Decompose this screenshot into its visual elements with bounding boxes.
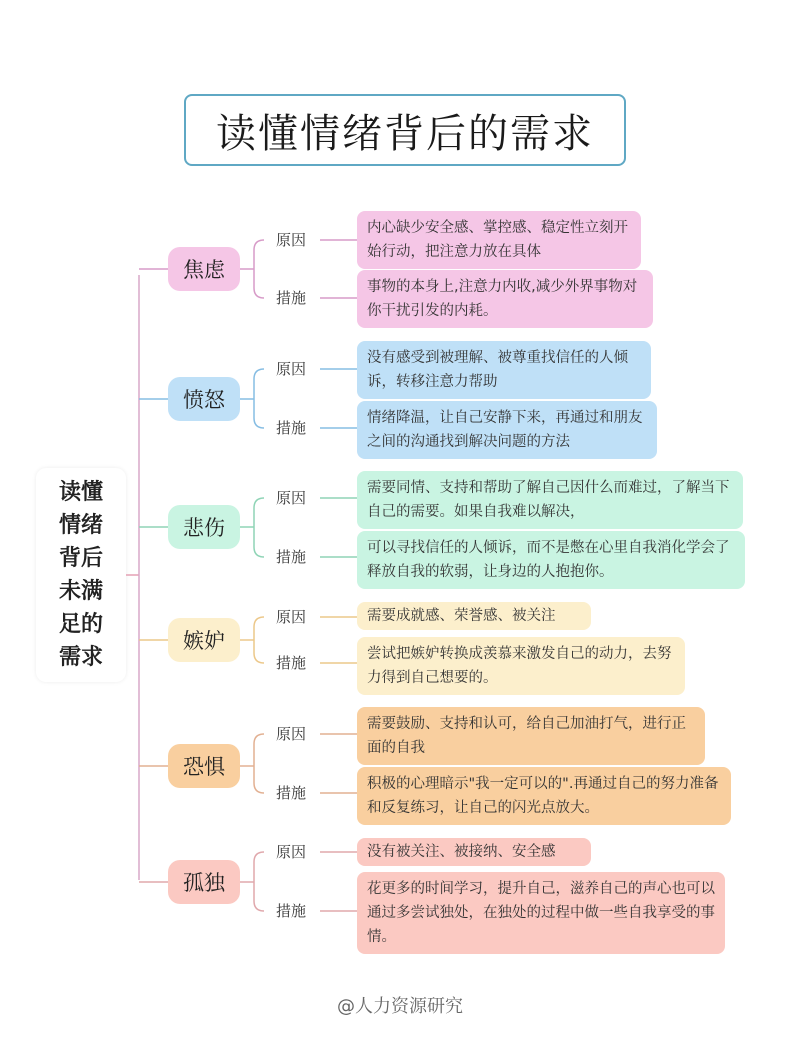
cause-text: 需要鼓励、支持和认可，给自己加油打气，进行正面的自我 xyxy=(357,707,705,765)
measure-label: 措施 xyxy=(276,784,307,802)
emotion-node-fear: 恐惧 xyxy=(168,744,240,788)
emotion-node-anxiety: 焦虑 xyxy=(168,247,240,291)
cause-label: 原因 xyxy=(276,608,307,626)
root-line: 背后 xyxy=(58,546,103,571)
cause-text: 需要同情、支持和帮助了解自己因什么而难过，了解当下自己的需要。如果自我难以解决， xyxy=(357,471,743,529)
root-line: 未满 xyxy=(58,579,103,604)
cause-label: 原因 xyxy=(276,489,307,507)
cause-text: 没有被关注、被接纳、安全感 xyxy=(357,838,591,866)
cause-text: 没有感受到被理解、被尊重找信任的人倾诉，转移注意力帮助 xyxy=(357,341,651,399)
measure-label: 措施 xyxy=(276,654,307,672)
page-title: 读懂情绪背后的需求 xyxy=(184,94,626,166)
cause-label: 原因 xyxy=(276,360,307,378)
measure-text: 尝试把嫉妒转换成羡慕来激发自己的动力，去努力得到自己想要的。 xyxy=(357,637,685,695)
root-line: 情绪 xyxy=(58,513,103,538)
measure-label: 措施 xyxy=(276,289,307,307)
measure-text: 积极的心理暗示"我一定可以的".再通过自己的努力准备和反复练习，让自己的闪光点放大。 xyxy=(357,767,731,825)
cause-label: 原因 xyxy=(276,231,307,249)
root-line: 足的 xyxy=(58,612,103,637)
measure-text: 可以寻找信任的人倾诉，而不是憋在心里自我消化学会了释放自我的软弱，让身边的人抱抱你。 xyxy=(357,531,745,589)
measure-label: 措施 xyxy=(276,902,307,920)
measure-text: 事物的本身上,注意力内收,减少外界事物对你干扰引发的内耗。 xyxy=(357,270,653,328)
emotion-node-sadness: 悲伤 xyxy=(168,505,240,549)
cause-text: 需要成就感、荣誉感、被关注 xyxy=(357,602,591,630)
cause-text: 内心缺少安全感、掌控感、稳定性立刻开始行动，把注意力放在具体 xyxy=(357,211,641,269)
emotion-node-loneliness: 孤独 xyxy=(168,860,240,904)
emotion-node-anger: 愤怒 xyxy=(168,377,240,421)
root-line: 读懂 xyxy=(58,480,103,505)
watermark-footer: @人力资源研究 xyxy=(337,996,463,1017)
measure-text: 情绪降温，让自己安静下来，再通过和朋友之间的沟通找到解决问题的方法 xyxy=(357,401,657,459)
cause-label: 原因 xyxy=(276,725,307,743)
measure-label: 措施 xyxy=(276,548,307,566)
root-line: 需求 xyxy=(58,645,103,670)
measure-text: 花更多的时间学习，提升自己，滋养自己的声心也可以通过多尝试独处，在独处的过程中做一些自我享受的事情。 xyxy=(357,872,725,954)
measure-label: 措施 xyxy=(276,419,307,437)
cause-label: 原因 xyxy=(276,843,307,861)
emotion-node-jealousy: 嫉妒 xyxy=(168,618,240,662)
